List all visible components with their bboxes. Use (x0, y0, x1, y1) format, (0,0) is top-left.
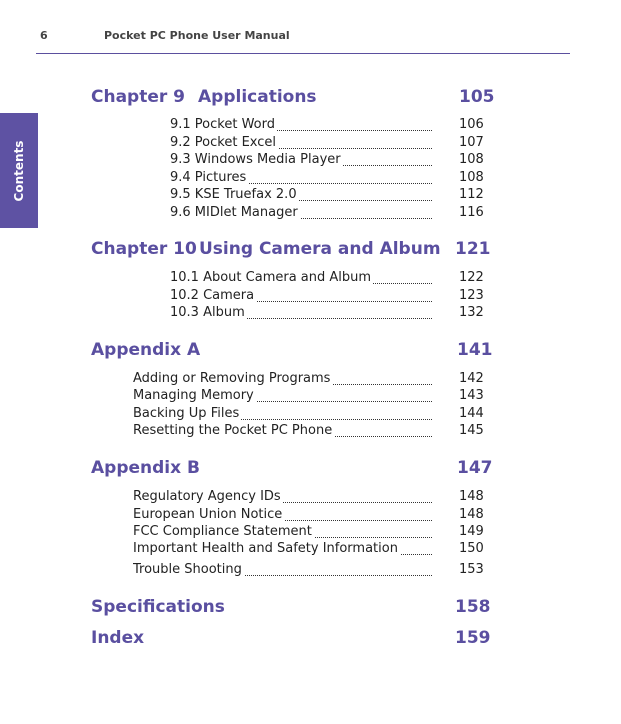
entry-page: 144 (459, 406, 484, 421)
chapter-title: Using Camera and Album (199, 239, 441, 259)
toc-entry[interactable]: Important Health and Safety Information (133, 541, 432, 559)
toc-entry[interactable]: 9.3 Windows Media Player (170, 152, 432, 170)
entry-page: 122 (459, 270, 484, 285)
chapter-page: 121 (455, 239, 491, 259)
toc-entry[interactable]: FCC Compliance Statement (133, 524, 432, 542)
toc-entry[interactable]: 9.2 Pocket Excel (170, 135, 432, 153)
toc-entry[interactable]: Regulatory Agency IDs (133, 489, 432, 507)
toc-entry[interactable]: Resetting the Pocket PC Phone (133, 423, 432, 441)
appendix-title: Appendix B (91, 458, 200, 478)
page-header (36, 29, 570, 54)
toc-entry[interactable]: European Union Notice (133, 507, 432, 525)
page-number: 6 (40, 29, 48, 42)
toc-entry[interactable]: 9.5 KSE Truefax 2.0 (170, 187, 432, 205)
section-page: 159 (455, 628, 491, 648)
toc-entry[interactable]: 10.1 About Camera and Album (170, 270, 432, 288)
appendix-a-heading[interactable] (91, 340, 491, 364)
entry-page: 148 (459, 489, 484, 504)
entry-page: 142 (459, 371, 484, 386)
specifications-heading[interactable] (91, 597, 491, 621)
entry-page: 150 (459, 541, 484, 556)
toc-entry[interactable]: 9.1 Pocket Word (170, 117, 432, 135)
appendix-title: Appendix A (91, 340, 201, 360)
entry-page: 149 (459, 524, 484, 539)
appendix-page: 141 (457, 340, 493, 360)
section-title: Index (91, 628, 145, 648)
toc-entry[interactable]: Backing Up Files (133, 406, 432, 424)
entry-page: 132 (459, 305, 484, 320)
toc-entry[interactable]: Adding or Removing Programs (133, 371, 432, 389)
side-tab-label: Contents (12, 140, 26, 201)
section-page: 158 (455, 597, 491, 617)
appendix-page: 147 (457, 458, 493, 478)
entry-page: 153 (459, 562, 484, 577)
toc-entry[interactable]: 10.3 Album (170, 305, 432, 323)
chapter-number: Chapter 9 (91, 87, 186, 107)
chapter-10-heading[interactable] (91, 239, 491, 263)
chapter-number: Chapter 10 (91, 239, 197, 259)
entry-page: 148 (459, 507, 484, 522)
toc-entry[interactable]: Trouble Shooting (133, 562, 432, 580)
manual-title: Pocket PC Phone User Manual (104, 29, 290, 42)
toc-entry[interactable]: Managing Memory (133, 388, 432, 406)
toc-entry[interactable]: 9.4 Pictures (170, 170, 432, 188)
entry-page: 108 (459, 152, 484, 167)
toc-entry[interactable]: 9.6 MIDlet Manager (170, 205, 432, 223)
chapter-page: 105 (459, 87, 495, 107)
entry-page: 116 (459, 205, 484, 220)
appendix-b-heading[interactable] (91, 458, 491, 482)
entry-page: 143 (459, 388, 484, 403)
contents-side-tab (0, 113, 38, 228)
index-heading[interactable] (91, 628, 491, 652)
entry-page: 107 (459, 135, 484, 150)
chapter-9-heading[interactable] (91, 87, 495, 111)
entry-page: 108 (459, 170, 484, 185)
toc-entry[interactable]: 10.2 Camera (170, 288, 432, 306)
entry-page: 123 (459, 288, 484, 303)
entry-page: 106 (459, 117, 484, 132)
entry-page: 112 (459, 187, 484, 202)
section-title: Specifications (91, 597, 225, 617)
chapter-title: Applications (198, 87, 317, 107)
entry-page: 145 (459, 423, 484, 438)
